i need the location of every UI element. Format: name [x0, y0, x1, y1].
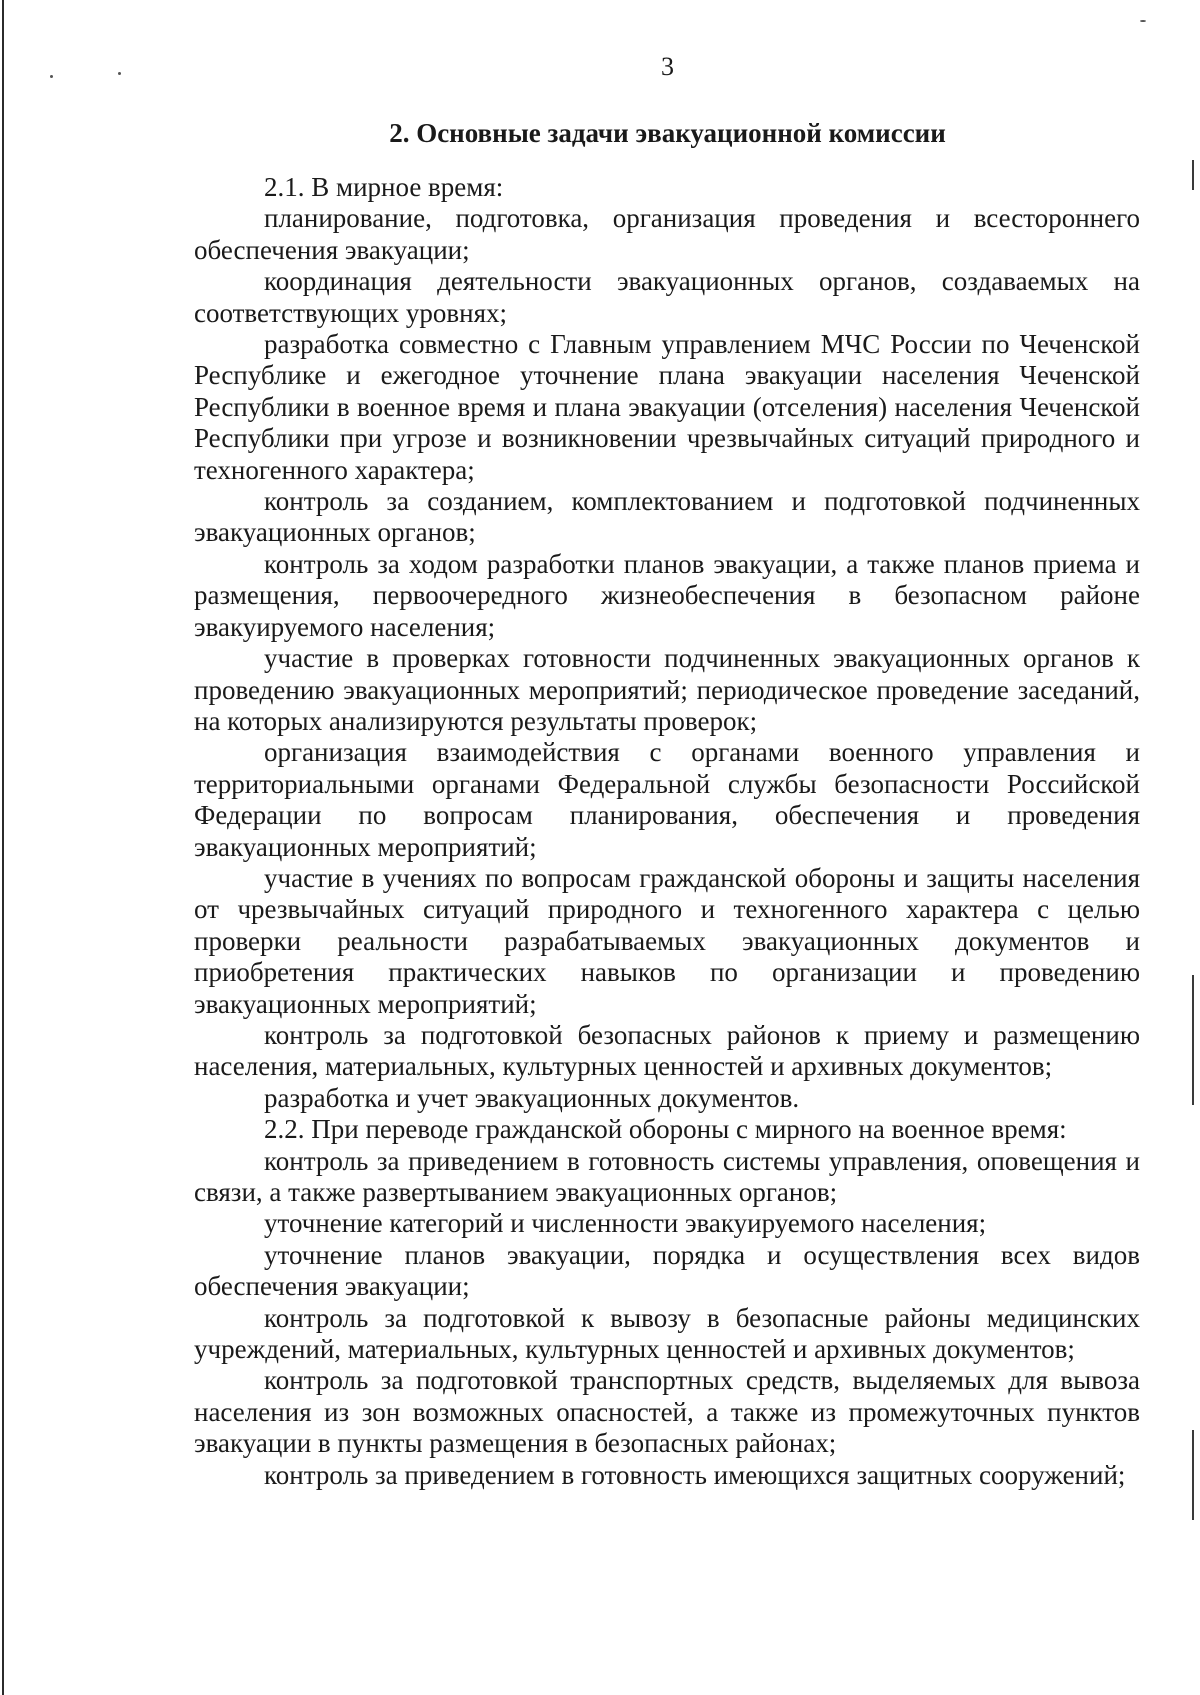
subsection-heading: 2.1. В мирное время:: [264, 172, 504, 202]
list-paragraph: организация взаимодействия с органами военного управления и территориальными органами Федеральной службы безопасности Российской Федерации по вопросам планирования, обеспечения и проведения эвакуационных мероприятий;: [194, 737, 1140, 862]
list-paragraph: разработка и учет эвакуационных документов.: [264, 1082, 800, 1113]
list-paragraph: разработка совместно с Главным управлением МЧС России по Чеченской Республике и ежегодное уточнение плана эвакуации населения Чеченской Республики в военное время и плана эвакуации (отселения) населения Чеченской Республики при угрозе и возникновении чрезвычайных ситуаций природного и техногенного характера;: [194, 329, 1140, 485]
list-paragraph: уточнение планов эвакуации, порядка и осуществления всех видов обеспечения эвакуации;: [194, 1239, 1140, 1302]
subsection-heading: 2.2. При переводе гражданской обороны с мирного на военное время:: [264, 1114, 1067, 1145]
scan-edge-right: [1192, 975, 1194, 1105]
list-paragraph: контроль за подготовкой к вывозу в безопасные районы медицинских учреждений, материальных, культурных ценностей и архивных документов;: [194, 1302, 1140, 1365]
list-paragraph: контроль за подготовкой транспортных средств, выделяемых для вывоза населения из зон возможных опасностей, а также из промежуточных пунктов эвакуации в пункты размещения в безопасных районах;: [194, 1365, 1140, 1459]
scan-speck: [1140, 20, 1146, 22]
list-paragraph: контроль за приведением в готовность имеющихся защитных сооружений;: [264, 1459, 1126, 1490]
list-paragraph: контроль за созданием, комплектованием и подготовкой подчиненных эвакуационных органов;: [194, 486, 1140, 548]
scan-edge-left: [2, 0, 4, 1695]
list-paragraph: уточнение категорий и численности эвакуируемого населения;: [264, 1208, 987, 1239]
list-paragraph: участие в проверках готовности подчиненных эвакуационных органов к проведению эвакуационных мероприятий; периодическое проведение заседаний, на которых анализируются результаты проверок;: [194, 643, 1140, 736]
section-title: 2. Основные задачи эвакуационной комиссии: [389, 118, 946, 148]
scan-edge-right: [1192, 1430, 1194, 1520]
list-paragraph: контроль за приведением в готовность системы управления, оповещения и связи, а также развертыванием эвакуационных органов;: [194, 1145, 1140, 1207]
list-paragraph: участие в учениях по вопросам гражданской обороны и защиты населения от чрезвычайных ситуаций природного и техногенного характера с целью проверки реальности разрабатываемых эвакуационных документов и приобретения практических навыков по организации и проведению эвакуационных мероприятий;: [194, 862, 1140, 1019]
scan-edge-right: [1192, 160, 1194, 190]
body-text: [194, 172, 1140, 1491]
list-paragraph: планирование, подготовка, организация проведения и всестороннего обеспечения эвакуации;: [194, 203, 1140, 265]
list-paragraph: контроль за подготовкой безопасных районов к приему и размещению населения, материальных, культурных ценностей и архивных документов;: [194, 1019, 1140, 1082]
list-paragraph: контроль за ходом разработки планов эвакуации, а также планов приема и размещения, первоочередного жизнеобеспечения в безопасном районе эвакуируемого населения;: [194, 548, 1140, 642]
list-paragraph: координация деятельности эвакуационных органов, создаваемых на соответствующих уровнях;: [194, 266, 1140, 328]
page-number: 3: [661, 52, 674, 81]
